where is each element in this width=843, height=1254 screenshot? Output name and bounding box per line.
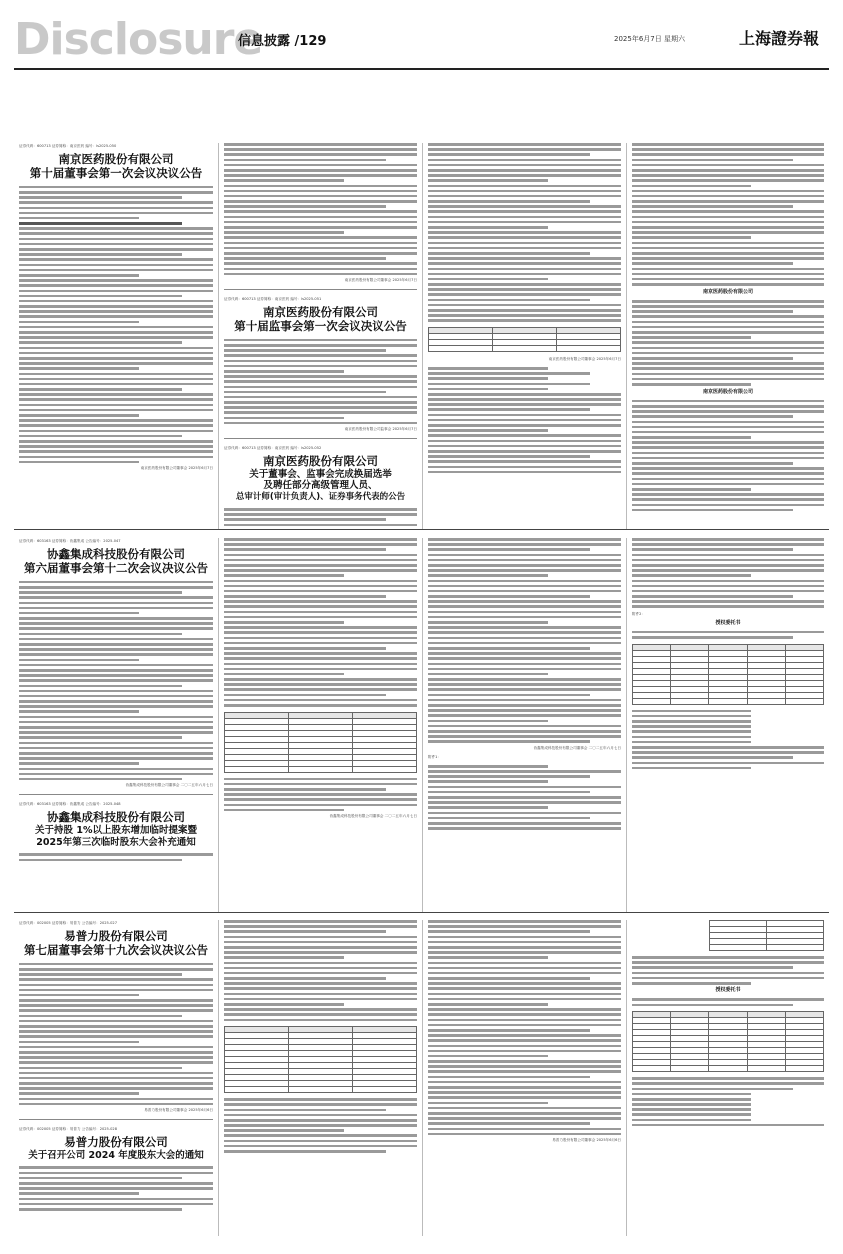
announcement-title-line-2: 及聘任部分高级管理人员、 xyxy=(263,480,378,492)
body-text xyxy=(428,367,621,473)
column-1 xyxy=(14,143,218,529)
announcement-title-line-3: 总审计师(审计负责人)、证券事务代表的公告 xyxy=(235,492,406,503)
stock-code-line: 证券代码：603163 证券简称：协鑫集成 公告编号：2025-048 xyxy=(19,802,121,807)
column-3 xyxy=(422,538,626,912)
body-text xyxy=(632,956,824,985)
body-text xyxy=(632,300,824,386)
signature: 协鑫集成科技股份有限公司董事会 二〇二五年六月七日 xyxy=(329,814,417,819)
body-text xyxy=(632,538,824,608)
column-2 xyxy=(218,920,422,1236)
announcement-band-gcl-si xyxy=(14,538,829,913)
announcement-title: 第十届董事会第一次会议决议公告 xyxy=(29,166,203,181)
body-text xyxy=(224,1098,417,1152)
column-1 xyxy=(14,920,218,1236)
column-1 xyxy=(14,538,218,912)
body-text xyxy=(632,143,824,286)
column-2 xyxy=(218,538,422,912)
body-text xyxy=(632,998,824,1006)
body-text xyxy=(19,1166,213,1210)
stock-code-line: 证券代码：002005 证券简称：易普力 公告编号：2025-028 xyxy=(19,1127,117,1132)
divider xyxy=(224,438,417,439)
masthead xyxy=(14,10,829,74)
announcement-title: 第十届监事会第一次会议决议公告 xyxy=(234,319,407,334)
body-text xyxy=(224,778,417,812)
body-text xyxy=(224,920,417,1021)
masthead-rule xyxy=(14,68,829,70)
column-4 xyxy=(626,920,829,1236)
company-name: 南京医药股份有限公司 xyxy=(58,152,174,166)
body-text xyxy=(19,186,213,464)
section-heading: 南京医药股份有限公司 xyxy=(702,288,753,295)
annex-label: 附件1： xyxy=(428,754,442,759)
body-text xyxy=(632,710,824,770)
company-name: 协鑫集成科技股份有限公司 xyxy=(47,810,185,825)
body-text xyxy=(224,538,417,707)
section-title: 信息披露 /129 xyxy=(238,34,327,49)
proposal-table xyxy=(224,712,417,773)
company-name: 南京医药股份有限公司 xyxy=(263,305,378,320)
body-text xyxy=(428,765,621,830)
divider xyxy=(19,1119,213,1120)
announcement-band-nanjing-pharma xyxy=(14,143,829,530)
divider xyxy=(224,289,417,290)
body-text xyxy=(224,339,417,425)
shareholding-table xyxy=(428,327,621,352)
company-name: 易普力股份有限公司 xyxy=(64,929,168,943)
signature: 南京医药股份有限公司董事会 2025年6月7日 xyxy=(548,356,621,361)
proxy-form-title: 授权委托书 xyxy=(715,987,741,994)
company-name: 协鑫集成科技股份有限公司 xyxy=(47,547,185,561)
body-text xyxy=(632,400,824,512)
company-name: 南京医药股份有限公司 xyxy=(263,454,378,469)
proposal-table xyxy=(224,1026,417,1093)
issue-date: 2025年6月7日 星期六 xyxy=(614,35,685,43)
body-text xyxy=(428,920,621,1135)
column-4 xyxy=(626,538,829,912)
proxy-vote-table xyxy=(632,644,824,705)
signature: 南京医药股份有限公司监事会 2025年6月7日 xyxy=(344,427,417,432)
body-text xyxy=(19,853,213,861)
body-text xyxy=(632,1077,824,1126)
signature: 易普力股份有限公司董事会 2025年6月6日 xyxy=(144,1108,213,1113)
column-2 xyxy=(218,143,422,529)
proxy-vote-table xyxy=(632,1011,824,1072)
body-text xyxy=(428,538,621,743)
announcement-title: 关于召开公司 2024 年度股东大会的通知 xyxy=(28,1149,204,1161)
section-heading: 南京医药股份有限公司 xyxy=(702,388,753,395)
stock-code-line: 证券代码：603163 证券简称：协鑫集成 公告编号：2025-047 xyxy=(19,539,121,543)
body-text xyxy=(19,963,213,1106)
announcement-title-line-1: 关于持股 1%以上股东增加临时提案暨 xyxy=(35,824,197,836)
annex-label: 附件2： xyxy=(632,611,646,616)
body-text xyxy=(428,143,621,322)
summary-table xyxy=(709,920,824,951)
announcement-title-line-2: 2025年第三次临时股东大会补充通知 xyxy=(36,836,196,848)
column-3 xyxy=(422,143,626,529)
signature: 南京医药股份有限公司董事会 2025年6月7日 xyxy=(140,466,213,471)
announcement-band-yipuli xyxy=(14,920,829,1236)
company-name: 易普力股份有限公司 xyxy=(64,1135,168,1150)
signature: 协鑫集成科技股份有限公司董事会 二〇二五年六月七日 xyxy=(125,783,213,788)
announcement-title: 第六届董事会第十二次会议决议公告 xyxy=(24,561,208,576)
stock-code-line: 证券代码：600713 证券简称：南京医药 编号：ls2025-050 xyxy=(19,144,117,148)
body-text xyxy=(632,631,824,639)
column-3 xyxy=(422,920,626,1236)
newspaper-brand: 上海證券報 xyxy=(739,29,820,48)
proxy-form-title: 授权委托书 xyxy=(715,619,741,626)
body-text xyxy=(224,508,417,529)
signature: 易普力股份有限公司董事会 2025年6月6日 xyxy=(552,1138,621,1143)
body-text xyxy=(19,581,213,781)
divider xyxy=(19,794,213,795)
stock-code-line: 证券代码：600713 证券简称：南京医药 编号：ls2025-051 xyxy=(224,297,322,302)
body-text xyxy=(224,143,417,275)
stock-code-line: 证券代码：600713 证券简称：南京医药 编号：ls2025-052 xyxy=(224,446,322,451)
announcement-title: 第七届董事会第十九次会议决议公告 xyxy=(24,943,208,958)
column-4 xyxy=(626,143,829,529)
signature: 协鑫集成科技股份有限公司董事会 二〇二五年六月七日 xyxy=(533,745,621,750)
announcement-title-line-1: 关于董事会、监事会完成换届选举 xyxy=(249,468,392,480)
signature: 南京医药股份有限公司董事会 2025年6月7日 xyxy=(344,278,417,283)
stock-code-line: 证券代码：002005 证券简称：易普力 公告编号：2025-027 xyxy=(19,921,117,925)
disclosure-wordmark: Disclosure xyxy=(14,14,263,65)
